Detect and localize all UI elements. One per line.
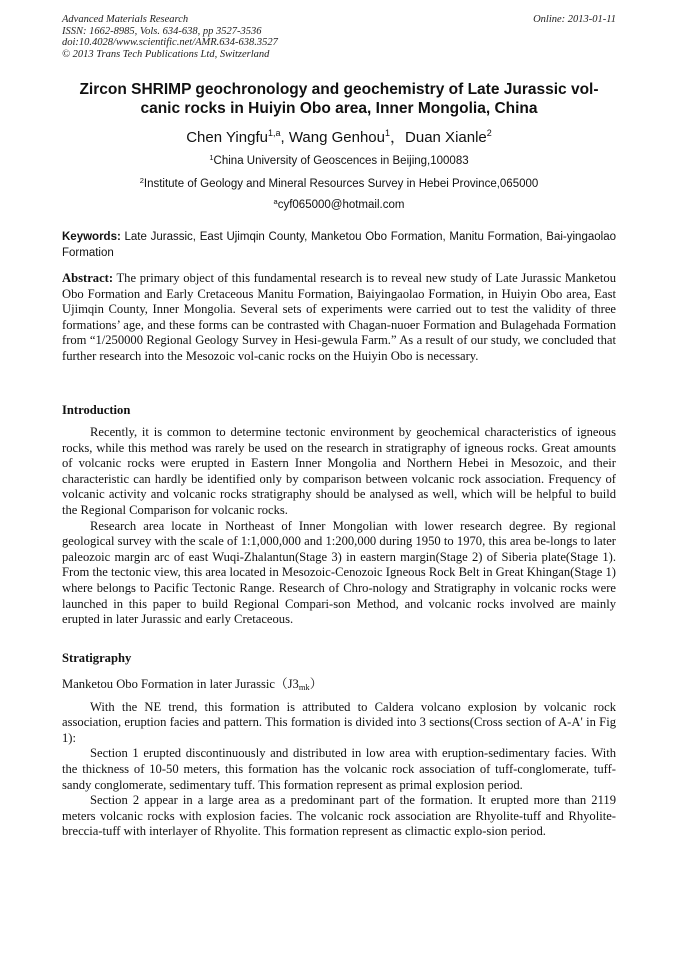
keywords-text: Late Jurassic, East Ujimqin County, Manketou Obo Formation, Manitu Formation, Bai-yingaolao Formation xyxy=(62,231,616,259)
abstract-label: Abstract: xyxy=(62,271,114,285)
title-line-1: Zircon SHRIMP geochronology and geochemistry of Late Jurassic vol- xyxy=(79,81,599,98)
paper-title xyxy=(62,80,616,118)
paragraph: Research area locate in Northeast of Inner Mongolian with lower research degree. By regional geological survey with the scale of 1:1,000,000 and 1:200,000 during 1950 to 1970, this area be-longs to later paleozoic margin arc of east Wuqi-Zhalantun(Stage 3) in eastern margin(Stage 2) of Siberia plate(Stage 1). From the tectonic view, this area located in Mesozoic-Cenozoic Igneous Rock Belt in Great Khingan(Stage 1) where belongs to Pacific Tectonic Range. Research of Chro-nology and Stratigraphy in volcanic rocks were launched in this paper to build Regional Compari-son Method, and volcanic rocks involved are mainly erupted in later Jurassic and early Cretaceous. xyxy=(62,518,616,627)
paragraph: With the NE trend, this formation is attributed to Caldera volcano explosion by volcanic rock association, eruption facies and pattern. This formation is divided into 3 sections(Cross section of A-A' in Fig 1): xyxy=(62,699,616,745)
introduction-body xyxy=(62,425,616,628)
author-separator: , xyxy=(280,129,289,146)
keywords xyxy=(62,230,616,261)
affiliation-2 xyxy=(62,174,616,191)
author-affiliation-mark: 1 xyxy=(385,128,391,138)
author-name: Chen Yingfu xyxy=(186,129,268,146)
copyright-line: © 2013 Trans Tech Publications Ltd, Switzerland xyxy=(62,48,270,60)
affiliation-text: China University of Geoscences in Beijing,100083 xyxy=(213,155,469,167)
stratigraphy-heading: Stratigraphy xyxy=(62,651,132,665)
issn-line: ISSN: 1662-8985, Vols. 634-638, pp 3527-3536 xyxy=(62,25,262,37)
paragraph: Section 2 appear in a large area as a predominant part of the formation. It erupted more than 2119 meters volcanic rocks with explosion facies. The volcanic rock association are Rhyolite-tuff and Rhyolite-breccia-tuff with interlayer of Rhyolite. This formation represent as climactic explo-sion period. xyxy=(62,793,616,839)
formation-code: mk xyxy=(298,682,310,692)
email-text: cyf065000@hotmail.com xyxy=(277,199,405,211)
journal-header xyxy=(62,14,616,60)
affiliation-text: Institute of Geology and Mineral Resources Survey in Hebei Province,065000 xyxy=(143,178,539,190)
doi-line: doi:10.4028/www.scientific.net/AMR.634-638.3527 xyxy=(62,37,278,48)
abstract xyxy=(62,271,616,365)
paragraph: Recently, it is common to determine tectonic environment by geochemical characteristics of igneous rocks, while this method was rarely be used on the research in stratigraphy of igneous rocks. Great amounts of volcanic rocks were erupted in Eastern Inner Mongolia and Northern Hebei in Mesozoic, and their characteristic can hardly be identified only by comparison between volcanic rock association. Frequency of volcanic activity and volcanic rocks stratigraphy should be analysed as well, which will be helpful to build the Regional Comparison for volcanic rocks. xyxy=(62,425,616,517)
author-separator: ， xyxy=(390,129,406,146)
introduction-heading: Introduction xyxy=(62,403,131,417)
author-list xyxy=(62,123,616,148)
affiliation-mark: 2 xyxy=(139,176,144,185)
keywords-label: Keywords: xyxy=(62,231,121,243)
author-affiliation-mark: 1,a xyxy=(267,128,281,138)
stratigraphy-body xyxy=(62,677,616,840)
email-mark: a xyxy=(273,197,278,206)
title-line-2: canic rocks in Huiyin Obo area, Inner Mongolia, China xyxy=(140,100,538,117)
affiliation-mark: 1 xyxy=(209,153,214,162)
online-date: Online: 2013-01-11 xyxy=(533,14,616,25)
author-email xyxy=(62,195,616,212)
abstract-text: The primary object of this fundamental research is to reveal new study of Late Jurassic Manketou Obo Formation and Early Cretaceous Manitu Formation, Baiyingaolao Formation, in Huiyin Obo area, East Ujimqin County, Inner Mongolia. Several sets of experiments were carried out to test the validity of three formations’ age, and these forms can be contrasted with Chagan-nuoer Formation and Bulagehada Formation from “1/250000 Regional Geology Survey in Hesi-gewula Farm.” As a result of our study, we concluded that further research into the Mesozoic vol-canic rocks on the Huiyin Obo is necessary. xyxy=(62,271,616,363)
affiliation-1 xyxy=(62,151,616,168)
author-name: Wang Genhou xyxy=(288,129,385,146)
journal-name: Advanced Materials Research xyxy=(62,14,189,25)
author-affiliation-mark: 2 xyxy=(486,128,492,138)
author-name: Duan Xianle xyxy=(405,129,487,146)
subsection-heading xyxy=(62,677,616,696)
subsection-close: ） xyxy=(309,677,323,691)
subsection-title: Manketou Obo Formation in later Jurassic（J3 xyxy=(62,677,299,691)
paragraph: Section 1 erupted discontinuously and distributed in low area with eruption-sedimentary facies. With the thickness of 10-50 meters, this formation has the volcanic rock association of tuff-conglomerate, tuff-sandy conglomerate, sedimentary tuff. This formation represent as primal explosion period. xyxy=(62,746,616,792)
